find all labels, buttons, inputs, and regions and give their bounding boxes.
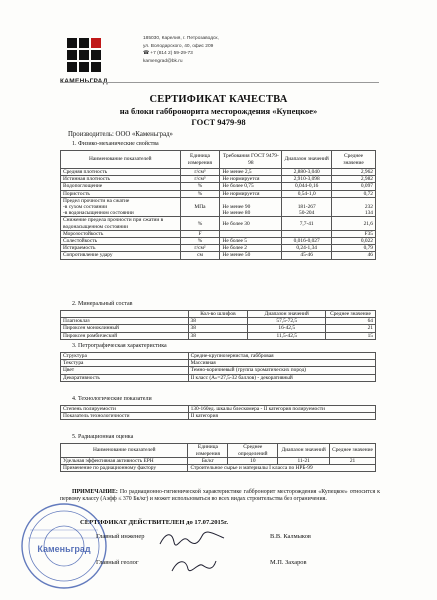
table-row <box>61 458 376 465</box>
certificate-subtitle: на блоки габбронорита месторождения «Купецкое» <box>119 106 318 116</box>
cell: 64 <box>326 318 376 325</box>
cell: 11,5-42,5 <box>248 332 326 339</box>
table-row <box>61 360 376 367</box>
cell: Цвет <box>61 367 189 374</box>
col-header: Среднее значение <box>326 311 376 318</box>
email-line: kamengrad@bk.ru <box>143 58 183 64</box>
cell: Показатель технологичности <box>61 413 189 420</box>
table-row <box>61 406 376 413</box>
technological-table <box>60 405 376 420</box>
table-row <box>61 238 376 245</box>
petrographic-table <box>60 352 376 382</box>
col-header: Наименование показателей <box>61 151 181 169</box>
cell: 0,24-1,34 <box>282 245 332 252</box>
chief-engineer-role: Главный инженер <box>96 533 145 540</box>
chief-geologist-name: М.П. Захаров <box>270 559 307 566</box>
cell: Истинная плотность <box>61 176 181 183</box>
table-row <box>61 465 376 472</box>
cell: 0,022 <box>332 238 376 245</box>
company-seal <box>18 500 110 592</box>
section-heading-radiation: 5. Радиационная оценка <box>72 434 134 440</box>
cell: Степень полируемости <box>61 406 189 413</box>
cell: F35 <box>332 230 376 237</box>
col-header: Диапазон значений <box>282 151 332 169</box>
address-line: ул. Володарского, 40, офис 209 <box>143 43 214 49</box>
cell: 7,7-41 <box>282 217 332 230</box>
chief-engineer-name: В.В. Калмыков <box>270 533 311 540</box>
cell: 0,79 <box>332 245 376 252</box>
cell: 2,910-3,098 <box>282 176 332 183</box>
col-header: Единица измерения <box>188 444 228 458</box>
cell: Применение по радиационному фактору <box>61 465 188 472</box>
table-row <box>61 169 376 176</box>
cell: 0,016-0,027 <box>282 238 332 245</box>
cell: 130-160ед. шкалы блескомера - II категория полируемости <box>188 406 375 413</box>
cell: Темно-коричневый (группа хроматических пород) <box>188 367 375 374</box>
cell <box>282 230 332 237</box>
cell: 21 <box>330 458 376 465</box>
col-header: Диапазон значений <box>248 311 326 318</box>
cell: Не более 0,75 <box>220 183 282 190</box>
cell: Солестойкость <box>61 238 181 245</box>
cell: 0,044-0,16 <box>282 183 332 190</box>
cell: Не нормируется <box>220 176 282 183</box>
col-header: Диапазон значений <box>278 444 330 458</box>
cell: г/см² <box>180 245 220 252</box>
col-header: Единица измерения <box>180 151 220 169</box>
cell <box>282 197 332 217</box>
cell: 57,5-72,5 <box>248 318 326 325</box>
table-row <box>61 197 376 217</box>
cell: Не менее 50 <box>220 252 282 259</box>
cell: Средне-крупнозернистая, габбровая <box>188 353 375 360</box>
cell: г/см³ <box>180 176 220 183</box>
note-prefix: ПРИМЕЧАНИЕ: <box>72 489 118 495</box>
cell: 0,72 <box>332 190 376 197</box>
cell: Бк/кг <box>188 458 228 465</box>
cell: Строительное сырье и материалы I класса по НРБ-99 <box>188 465 376 472</box>
cell: МПа <box>180 197 220 217</box>
cell: Средняя плотность <box>61 169 181 176</box>
section-heading-physical: 1. Физико-механические свойства <box>72 141 159 147</box>
section-heading-petrographic: 3. Петрографическая характеристика <box>72 343 167 349</box>
cell: Снижение предела прочности при сжатии в водонасыщенном состоянии <box>61 217 181 230</box>
cell: Пористость <box>61 190 181 197</box>
cell: 0,097 <box>332 183 376 190</box>
cell: Не более 2 <box>220 245 282 252</box>
phone-line: ☎ +7 (814 2) 59-29-73 <box>143 51 193 57</box>
cell: Удельная эффективная активность ЕРН <box>61 458 188 465</box>
cell: 38 <box>188 325 248 332</box>
chief-engineer-signature <box>158 530 228 548</box>
physical-properties-table <box>60 150 376 260</box>
table-row <box>61 374 376 381</box>
cell: 21 <box>326 325 376 332</box>
cell: Не более 30 <box>220 217 282 230</box>
cell: 45-46 <box>282 252 332 259</box>
company-logo <box>64 34 110 74</box>
table-row <box>61 252 376 259</box>
header-divider <box>60 82 379 83</box>
cell: 46 <box>332 252 376 259</box>
cell <box>220 197 282 217</box>
cell: 2,982 <box>332 176 376 183</box>
cell <box>61 197 181 217</box>
cell: Сопротивление удару <box>61 252 181 259</box>
cell: Массивная <box>188 360 375 367</box>
cell: 21,6 <box>332 217 376 230</box>
logo-wordmark: КАМЕНЬГРАД <box>60 78 108 85</box>
cell: II класс (Аₙ=27,5-32 баллов) - декоративный <box>188 374 375 381</box>
chief-geologist-signature <box>168 555 220 577</box>
chief-geologist-role: Главный геолог <box>96 559 139 566</box>
cell-text: 232 <box>364 204 373 211</box>
table-row <box>61 318 376 325</box>
table-row <box>61 190 376 197</box>
address-line: 185030, Карелия, г. Петрозаводск, <box>143 36 219 41</box>
validity-line: СЕРТИФИКАТ ДЕЙСТВИТЕЛЕН до 17.07.2015г. <box>80 519 228 526</box>
col-header: Среднее значение <box>332 151 376 169</box>
col-header <box>61 311 189 318</box>
cell: Декоративность <box>61 374 189 381</box>
cell-text: 181-267 <box>297 204 316 211</box>
cell: 0,54-1,0 <box>282 190 332 197</box>
cell: Истираемость <box>61 245 181 252</box>
note-text: По радиационно-гигиенической характеристике габбронорит месторождения «Купецкое» относится к первому классу (Аэфф ≤ 370 Бк/кг) и может использоваться во всех видах строительства без ограничения. <box>60 489 380 503</box>
table-row <box>61 367 376 374</box>
col-header: Требования ГОСТ 9479-98 <box>220 151 282 169</box>
col-header: Среднее значение <box>330 444 376 458</box>
cell: Пироксен моноклинный <box>61 325 189 332</box>
cell: Морозостойкость <box>61 230 181 237</box>
cell: Структура <box>61 353 189 360</box>
cell: см <box>180 252 220 259</box>
table-row <box>61 325 376 332</box>
cell-text: Предел прочности на сжатие <box>63 197 130 204</box>
cell <box>332 197 376 217</box>
section-heading-technological: 4. Технологические показатели <box>72 396 152 402</box>
cell: F <box>180 230 220 237</box>
cell: 2,962 <box>332 169 376 176</box>
certificate-title: СЕРТИФИКАТ КАЧЕСТВА <box>149 94 288 105</box>
table-row <box>61 230 376 237</box>
section-heading-mineral: 2. Минеральный состав <box>72 301 133 307</box>
cell <box>220 230 282 237</box>
cell: 10 <box>228 458 278 465</box>
cell: Не более 5 <box>220 238 282 245</box>
cell: г/см³ <box>180 169 220 176</box>
cell: Не менее 2,5 <box>220 169 282 176</box>
cell: 2,880-3,040 <box>282 169 332 176</box>
col-header: Наименование показателей <box>61 444 188 458</box>
seal-text: Каменьград <box>37 544 91 554</box>
cell: 16-42,5 <box>248 325 326 332</box>
cell-text: -в сухом состоянии <box>63 204 108 211</box>
table-row <box>61 245 376 252</box>
company-address <box>143 35 219 65</box>
cell: Пироксен ромбический <box>61 332 189 339</box>
cell-text: 50-204 <box>299 210 315 217</box>
cell: Водопоглощение <box>61 183 181 190</box>
producer-line: Производитель: ООО «Каменьград» <box>68 131 173 138</box>
cell-text: 134 <box>364 210 373 217</box>
cell: Текстура <box>61 360 189 367</box>
cell: Не нормируется <box>220 190 282 197</box>
cell: % <box>180 183 220 190</box>
col-header: Среднее определений <box>228 444 278 458</box>
cell: 38 <box>188 332 248 339</box>
table-row <box>61 183 376 190</box>
cell: % <box>180 217 220 230</box>
cell-text: Не менее 80 <box>222 210 251 217</box>
cell-text: Не менее 90 <box>222 204 251 211</box>
cell: % <box>180 238 220 245</box>
cell-text: -в водонасыщенном состоянии <box>63 210 134 217</box>
table-row <box>61 217 376 230</box>
cell: 15 <box>326 332 376 339</box>
cell: Плагиоклаз <box>61 318 189 325</box>
table-row <box>61 176 376 183</box>
col-header: Кол-во шлифов <box>188 311 248 318</box>
cell: % <box>180 190 220 197</box>
cell: II категория <box>188 413 375 420</box>
table-row <box>61 332 376 339</box>
table-row <box>61 353 376 360</box>
cell: 38 <box>188 318 248 325</box>
mineral-composition-table <box>60 310 376 340</box>
certificate-standard: ГОСТ 9479-98 <box>191 117 246 127</box>
cell: 11-21 <box>278 458 330 465</box>
radiation-table <box>60 443 376 472</box>
table-row <box>61 413 376 420</box>
